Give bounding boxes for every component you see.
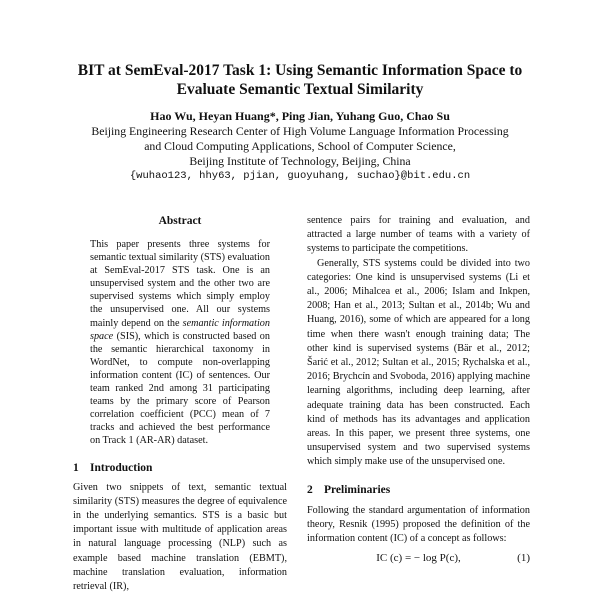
affiliation-line: Beijing Institute of Technology, Beijing, China: [189, 154, 411, 169]
section-heading-preliminaries: [307, 483, 530, 497]
section-heading-introduction: [73, 461, 287, 475]
section-title: Preliminaries: [324, 483, 391, 496]
affiliation-line: and Cloud Computing Applications, School of Computer Science,: [144, 139, 456, 154]
body-paragraph: sentence pairs for training and evaluation, and attracted a large number of teams with a variety of systems to participate the competitions.: [307, 215, 530, 255]
equation-number: (1): [517, 552, 530, 565]
abstract-emphasis: semantic information space: [90, 317, 270, 342]
left-column: [73, 214, 287, 594]
preliminaries-paragraph: Following the standard argumentation of information theory, Resnik (1995) proposed the definition of the information content (IC) of a concept as follows:: [307, 504, 530, 545]
section-number: 1: [73, 461, 79, 474]
abstract-heading: Abstract: [158, 215, 202, 227]
right-column: [307, 214, 530, 566]
section-title: Introduction: [90, 461, 153, 474]
paper-title: BIT at SemEval-2017 Task 1: Using Semantic Information Space to Evaluate Semantic Textual Similarity: [77, 62, 523, 98]
abstract-text-part: This paper presents three systems for semantic textual similarity (STS) evaluation at SemEval-2017 STS task. One is an unsupervised system and the other two are supervised systems which simply employ the unsupervised one. All our systems mainly depend on the: [90, 239, 270, 329]
abstract-text: [90, 238, 270, 448]
abstract-text-part: (SIS), which is constructed based on the semantic hierarchical taxonomy in WordNet, to compute non-overlapping information content (IC) of sentences. Our team ranked 2nd among 31 participating teams by the primary score of Pearson correlation coefficient (PCC) mean of 7 tracks and achieved the best performance on Track 1 (AR-AR) dataset.: [90, 330, 270, 447]
body-paragraph: Generally, STS systems could be divided into two categories: One kind is unsupervised systems (Li et al., 2006; Mihalcea et al., 2006; Islam and Inkpen, 2008; Han et al., 2013; Sultan et al., 2014b; Wu and Huang, 2016), some of which are appeared for a long time when there wasn't enough training data; The other kind is supervised systems (Bär et al., 2012; Šarić et al., 2012; Sultan et al., 2015; Rychalska et al., 2016; Brychcín and Svoboda, 2016) applying machine learning algorithms, including deep learning, after adequate training data has been constructed. Each kind of methods has its advantages and application areas. In this paper, we present three systems, one unsupervised system and two supervised systems which simply make use of the unsupervised one.: [307, 257, 530, 468]
equation-body: IC (c) = − log P(c),: [376, 552, 461, 565]
affiliation: [40, 124, 560, 170]
section-number: 2: [307, 483, 313, 496]
affiliation-line: Beijing Engineering Research Center of High Volume Language Information Processing: [91, 124, 509, 138]
introduction-paragraph: Given two snippets of text, semantic textual similarity (STS) measures the degree of equivalence in the underlying semantics. STS is a basic but important issue with multitude of application areas in natural language processing (NLP) such as example based machine translation (EBMT), machine translation evaluation, information retrieval (IR),: [73, 481, 287, 592]
equation: [307, 551, 530, 566]
author-list: Hao Wu, Heyan Huang*, Ping Jian, Yuhang Guo, Chao Su: [150, 109, 450, 123]
author-emails: {wuhao123, hhy63, pjian, guoyuhang, suchao}@bit.edu.cn: [129, 170, 471, 182]
